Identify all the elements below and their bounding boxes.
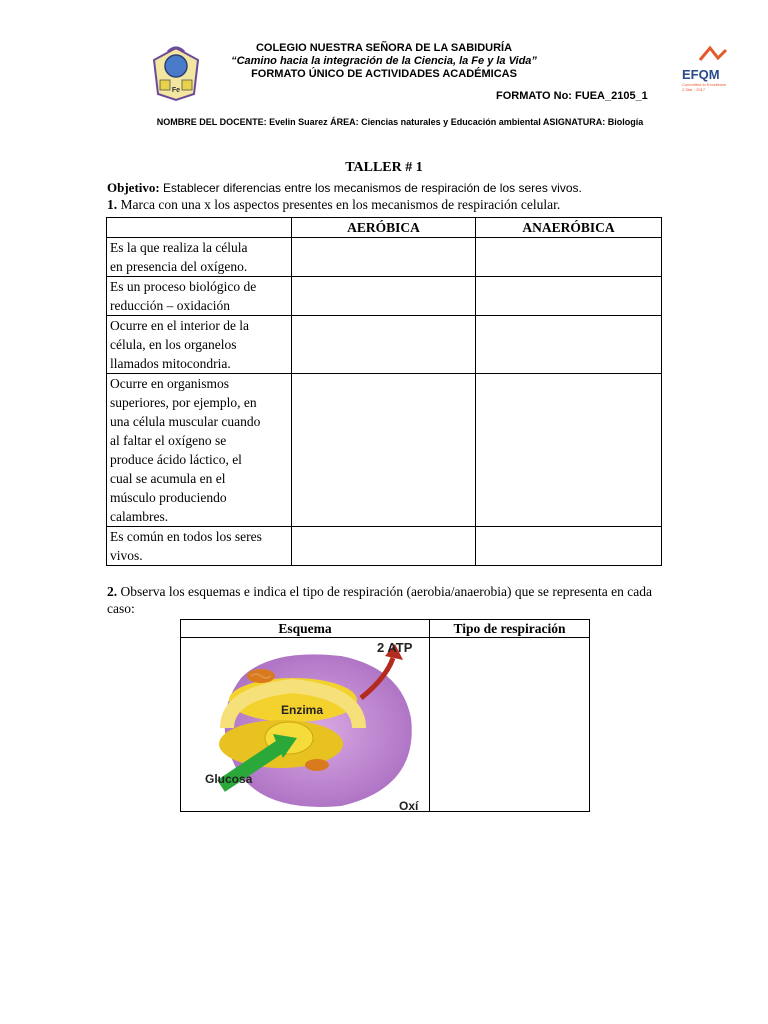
respiration-type-answer-cell[interactable]: [430, 638, 590, 812]
school-name: COLEGIO NUESTRA SEÑORA DE LA SABIDURÍA: [255, 42, 513, 54]
efqm-caption: Committed to Excellence: [682, 82, 727, 87]
question-1-text: Marca con una x los aspectos presentes en los mecanismos de respiración celular.: [120, 197, 561, 212]
format-title: FORMATO ÚNICO DE ACTIVIDADES ACADÉMICAS: [251, 68, 517, 80]
workshop-title: TALLER # 1: [345, 160, 423, 175]
scheme-row: [181, 638, 590, 812]
anaerobic-answer-cell[interactable]: [476, 277, 662, 316]
aerobic-answer-cell[interactable]: [292, 527, 476, 566]
anaerobic-answer-cell[interactable]: [476, 238, 662, 277]
row-statement: Es un proceso biológico de reducción – oxidación: [107, 277, 292, 316]
atp-label: 2 ATP: [377, 640, 413, 655]
table-row: [107, 316, 662, 374]
row-statement: Es común en todos los seres vivos.: [107, 527, 292, 566]
enzima-label: Enzima: [281, 703, 324, 717]
aerobic-answer-cell[interactable]: [292, 277, 476, 316]
aerobic-answer-cell[interactable]: [292, 316, 476, 374]
anaerobic-answer-cell[interactable]: [476, 316, 662, 374]
seal-text: Fe: [171, 87, 181, 94]
scheme-table: [180, 619, 590, 812]
efqm-label: EFQM: [682, 67, 720, 82]
header-scheme: Esquema: [181, 620, 430, 638]
document-header: [0, 42, 768, 81]
school-motto: “Camino hacia la integración de la Ciencia, la Fe y la Vida”: [231, 55, 537, 67]
glucosa-label: Glucosa: [205, 772, 253, 786]
table-row: [107, 527, 662, 566]
respiration-diagram: [181, 638, 425, 811]
header-aerobic: AERÓBICA: [292, 218, 476, 238]
table-row: [107, 374, 662, 527]
header-respiration-type: Tipo de respiración: [430, 620, 590, 638]
oxygen-label: Oxí: [399, 799, 419, 811]
row-statement: Ocurre en organismos superiores, por ejemplo, en una célula muscular cuando al faltar el oxígeno se produce ácido láctico, el cual se acumula en el músculo produciendo calambres.: [107, 374, 292, 527]
table-row: [107, 277, 662, 316]
teacher-line: NOMBRE DEL DOCENTE: Evelin Suarez ÁREA: Ciencias naturales y Educación ambiental ASIGNATURA: Biología: [156, 117, 644, 127]
efqm-stars: 2 Star - 2017: [682, 87, 706, 92]
objective: [107, 180, 582, 196]
row-statement: Ocurre en el interior de la célula, en los organelos llamados mitocondria.: [107, 316, 292, 374]
question-1: [107, 197, 560, 213]
objective-label: Objetivo:: [107, 180, 160, 195]
respiration-diagram-art: [181, 638, 425, 811]
format-number: FORMATO No: FUEA_2105_1: [496, 90, 648, 102]
aerobic-answer-cell[interactable]: [292, 374, 476, 527]
table-header-row: [107, 218, 662, 238]
aerobic-answer-cell[interactable]: [292, 238, 476, 277]
question-2: [107, 583, 667, 617]
anaerobic-answer-cell[interactable]: [476, 374, 662, 527]
row-statement: Es la que realiza la célula en presencia del oxígeno.: [107, 238, 292, 277]
anaerobic-answer-cell[interactable]: [476, 527, 662, 566]
objective-text: Establecer diferencias entre los mecanismos de respiración de los seres vivos.: [162, 181, 582, 195]
header-blank: [107, 218, 292, 238]
table-row: [107, 238, 662, 277]
question-1-number: 1.: [107, 197, 118, 212]
scheme-cell: [181, 638, 430, 812]
scheme-header-row: [181, 620, 590, 638]
question-2-text: Observa los esquemas e indica el tipo de respiración (aerobia/anaerobia) que se representa en cada caso:: [107, 584, 653, 616]
header-anaerobic: ANAERÓBICA: [476, 218, 662, 238]
question-2-number: 2.: [107, 584, 118, 599]
respiration-table: [106, 217, 662, 566]
